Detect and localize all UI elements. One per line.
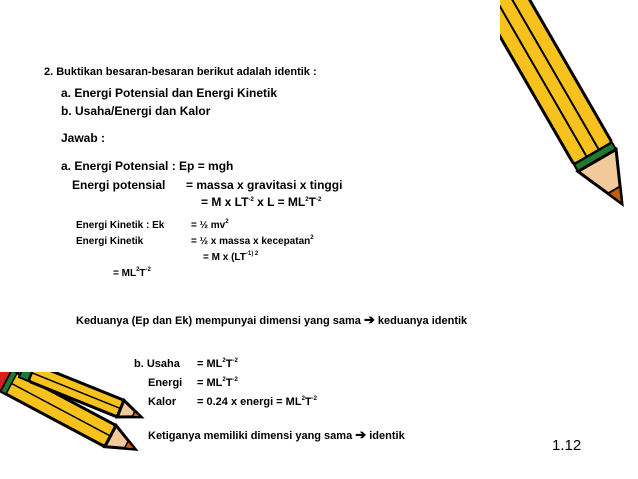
ek-result-exp1: 2	[136, 267, 140, 273]
energi-base: = ML	[197, 377, 223, 389]
ep-dim-exp1: -2	[248, 197, 254, 203]
kalor-exp1: 2	[301, 396, 305, 402]
ek-eq-base: = ½ mv	[191, 220, 226, 231]
ek-label-2: Energi Kinetik	[76, 236, 144, 247]
part-b-conclusion-right: identik	[369, 430, 405, 442]
part-b-conclusion	[148, 427, 405, 443]
ek-dimension	[203, 252, 258, 263]
ep-dimension	[201, 195, 321, 209]
pencils-icon	[0, 372, 145, 479]
usaha-exp2: -2	[232, 358, 238, 364]
part-b-conclusion-left: Ketiganya memiliki dimensi yang sama	[148, 430, 353, 442]
kalor-dimension	[197, 396, 317, 408]
ek-dim-base: = M x (LT	[203, 252, 246, 263]
energi-t: T	[225, 377, 233, 389]
ep-label: Energi potensial	[72, 178, 166, 192]
energi-exp2: -2	[232, 377, 238, 383]
part-a-conclusion	[76, 312, 467, 328]
question-item-b: b. Usaha/Energi dan Kalor	[61, 104, 211, 118]
part-a-conclusion-right: keduanya identik	[377, 315, 468, 327]
ep-dim-exp2: 2	[305, 197, 309, 203]
question-item-a: a. Energi Potensial dan Energi Kinetik	[61, 86, 278, 100]
kalor-base: = 0.24 x energi = ML	[197, 396, 302, 408]
energi-exp1: 2	[222, 377, 226, 383]
page-number: 1.12	[552, 437, 582, 454]
arrow-right-icon: ➔	[363, 312, 375, 327]
energi-label: Energi	[148, 377, 183, 389]
pencil-icon	[500, 0, 638, 224]
ek-definition	[191, 236, 314, 247]
ek-equation	[191, 220, 229, 231]
arrow-right-icon: ➔	[355, 427, 367, 442]
ep-dim-mid: x L = ML	[253, 195, 306, 209]
ek-def-exp: 2	[310, 235, 314, 241]
ek-result-t: T	[139, 268, 146, 279]
usaha-base: = ML	[197, 358, 223, 370]
ek-result	[113, 268, 151, 279]
ek-label: Energi Kinetik : Ek	[76, 220, 165, 231]
ep-dim-base: = M x LT	[201, 195, 249, 209]
usaha-t: T	[225, 358, 233, 370]
usaha-dimension	[197, 358, 238, 370]
part-a-title: a. Energi Potensial : Ep = mgh	[61, 159, 234, 173]
question-heading: 2. Buktikan besaran-besaran berikut adalah identik :	[44, 66, 317, 78]
energi-dimension	[197, 377, 238, 389]
ep-dim-exp3: -2	[315, 197, 322, 203]
kalor-label: Kalor	[148, 396, 177, 408]
kalor-t: T	[304, 396, 312, 408]
kalor-exp2: -2	[311, 396, 317, 402]
part-a-conclusion-left: Keduanya (Ep dan Ek) mempunyai dimensi yang sama	[76, 315, 361, 327]
ek-result-base: = ML	[113, 268, 137, 279]
usaha-label: b. Usaha	[134, 358, 180, 370]
ek-dim-exp: -1) 2	[245, 251, 259, 257]
ek-result-exp2: -2	[145, 267, 151, 273]
ek-eq-exp: 2	[225, 219, 229, 225]
answer-label: Jawab :	[61, 131, 106, 145]
ep-definition: = massa x gravitasi x tinggi	[186, 178, 343, 192]
usaha-exp1: 2	[222, 358, 226, 364]
ek-def-base: = ½ x massa x kecepatan	[191, 236, 311, 247]
ep-dim-t: T	[308, 195, 316, 209]
